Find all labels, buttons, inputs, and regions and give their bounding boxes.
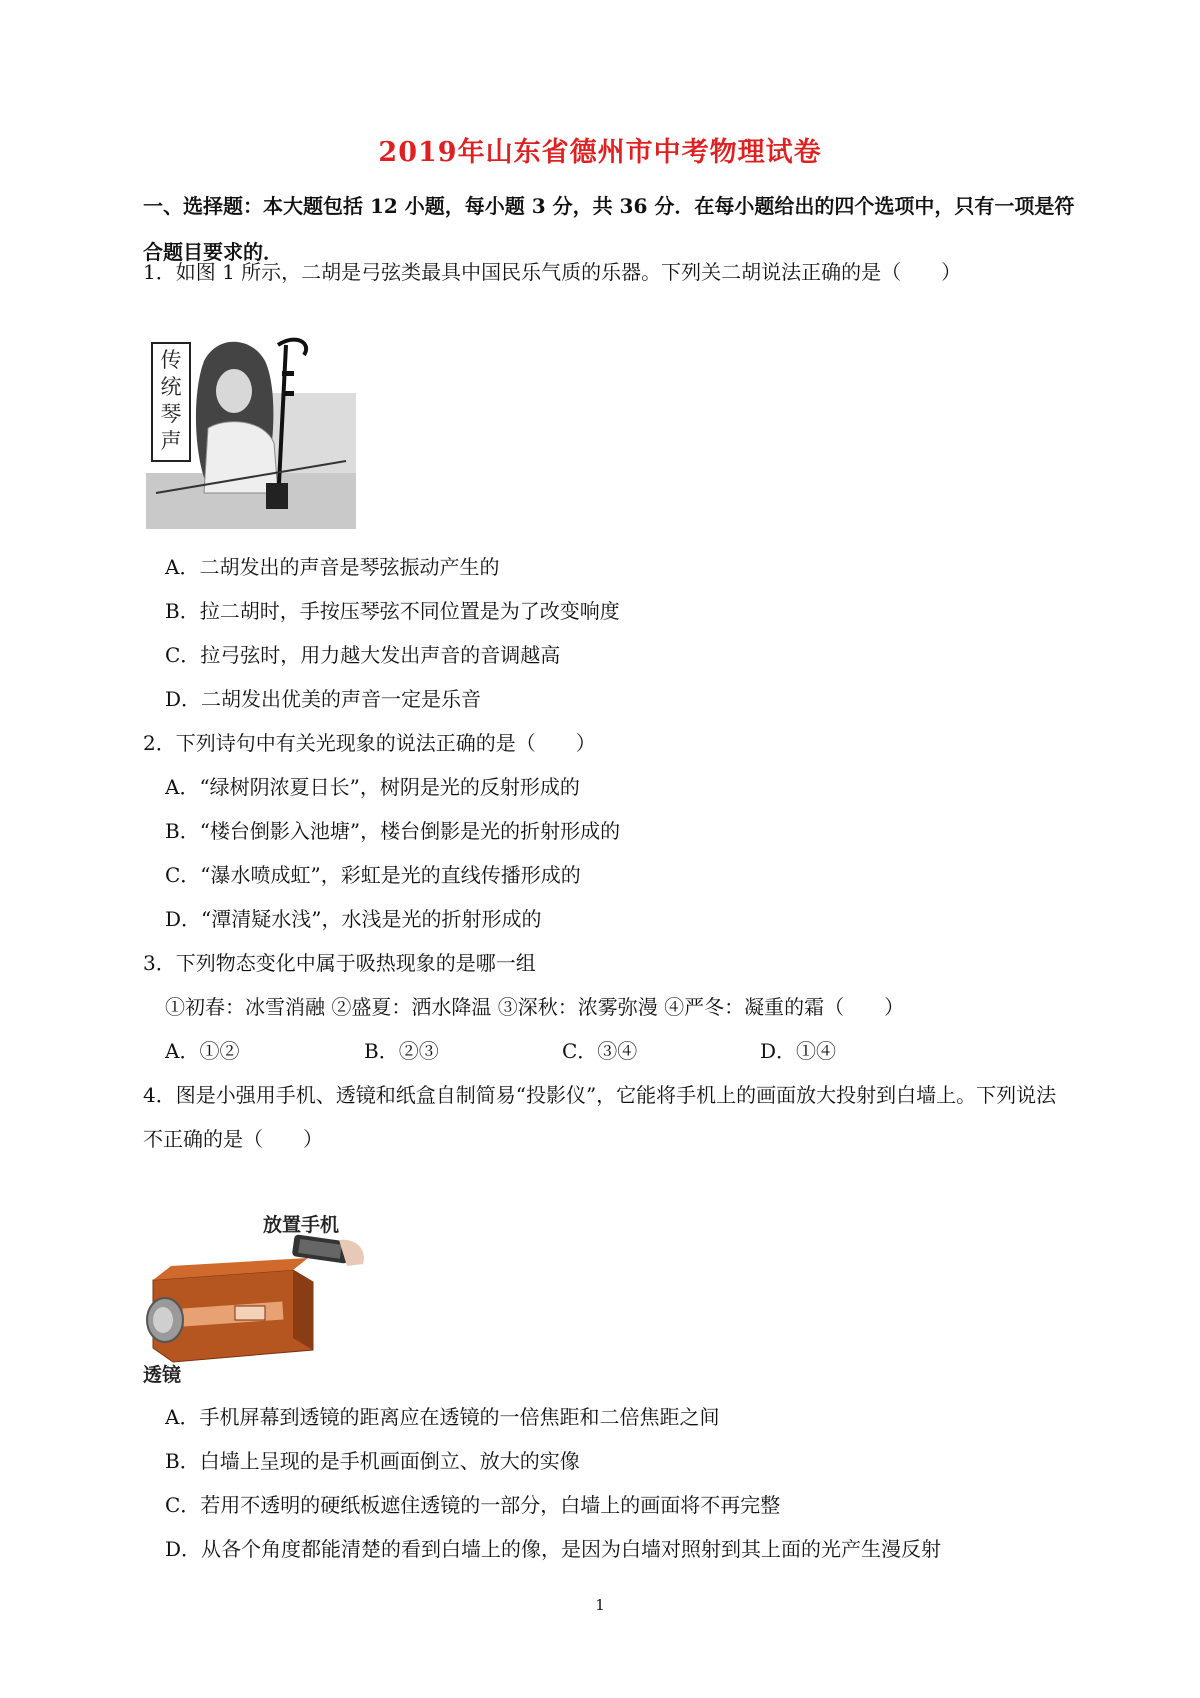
section-heading: 一、选择题：本大题包括 12 小题，每小题 3 分，共 36 分．在每小题给出的四个选项中，只有一项是符合题目要求的． <box>143 194 1075 264</box>
label-place-phone: 放置手机 <box>263 1214 340 1236</box>
question-1-option-c: C．拉弓弦时，用力越大发出声音的音调越高 <box>165 643 561 667</box>
question-4-option-b: B．白墙上呈现的是手机画面倒立、放大的实像 <box>165 1449 580 1473</box>
question-1-option-a: A．二胡发出的声音是琴弦振动产生的 <box>165 555 500 579</box>
question-1-option-b: B．拉二胡时，手按压琴弦不同位置是为了改变响度 <box>165 599 620 623</box>
projector-figure <box>143 1210 373 1390</box>
question-3-option-c: C．③④ <box>562 1039 638 1063</box>
label-lens: 透镜 <box>143 1364 182 1386</box>
question-4-option-a: A．手机屏幕到透镜的距离应在透镜的一倍焦距和二倍焦距之间 <box>165 1405 720 1429</box>
question-2-option-b: B．“楼台倒影入池塘”，楼台倒影是光的折射形成的 <box>165 819 621 843</box>
question-4-stem-line-1: 4．图是小强用手机、透镜和纸盒自制简易“投影仪”，它能将手机上的画面放大投射到白墙上。下列说法 <box>143 1083 1057 1107</box>
question-3-option-d: D．①④ <box>760 1039 837 1063</box>
question-3-options <box>0 1039 1200 1063</box>
question-3-stem: 3．下列物态变化中属于吸热现象的是哪一组 <box>143 951 536 975</box>
page-number: 1 <box>595 1596 605 1614</box>
page-title: 2019年山东省德州市中考物理试卷 <box>378 137 822 168</box>
question-3-option-a: A．①② <box>165 1039 240 1063</box>
question-2-option-a: A．“绿树阴浓夏日长”，树阴是光的反射形成的 <box>165 775 580 799</box>
stamp-text: 传统琴声 <box>160 348 182 453</box>
question-3-sub: ①初春：冰雪消融 ②盛夏：洒水降温 ③深秋：浓雾弥漫 ④严冬：凝重的霜（ ） <box>165 995 905 1019</box>
erhu-figure <box>146 333 356 529</box>
question-2-stem: 2．下列诗句中有关光现象的说法正确的是（ ） <box>143 731 596 755</box>
question-2-option-d: D．“潭清疑水浅”，水浅是光的折射形成的 <box>165 907 542 931</box>
question-4-stem-line-2: 不正确的是（ ） <box>143 1127 323 1151</box>
question-1-option-d: D．二胡发出优美的声音一定是乐音 <box>165 687 482 711</box>
question-4-option-d: D．从各个角度都能清楚的看到白墙上的像，是因为白墙对照射到其上面的光产生漫反射 <box>165 1537 942 1561</box>
question-3-option-b: B．②③ <box>364 1039 439 1063</box>
question-2-option-c: C．“瀑水喷成虹”，彩虹是光的直线传播形成的 <box>165 863 581 887</box>
question-1-stem: 1．如图 1 所示，二胡是弓弦类最具中国民乐气质的乐器。下列关二胡说法正确的是（ ） <box>143 260 962 284</box>
question-4-option-c: C．若用不透明的硬纸板遮住透镜的一部分，白墙上的画面将不再完整 <box>165 1493 781 1517</box>
